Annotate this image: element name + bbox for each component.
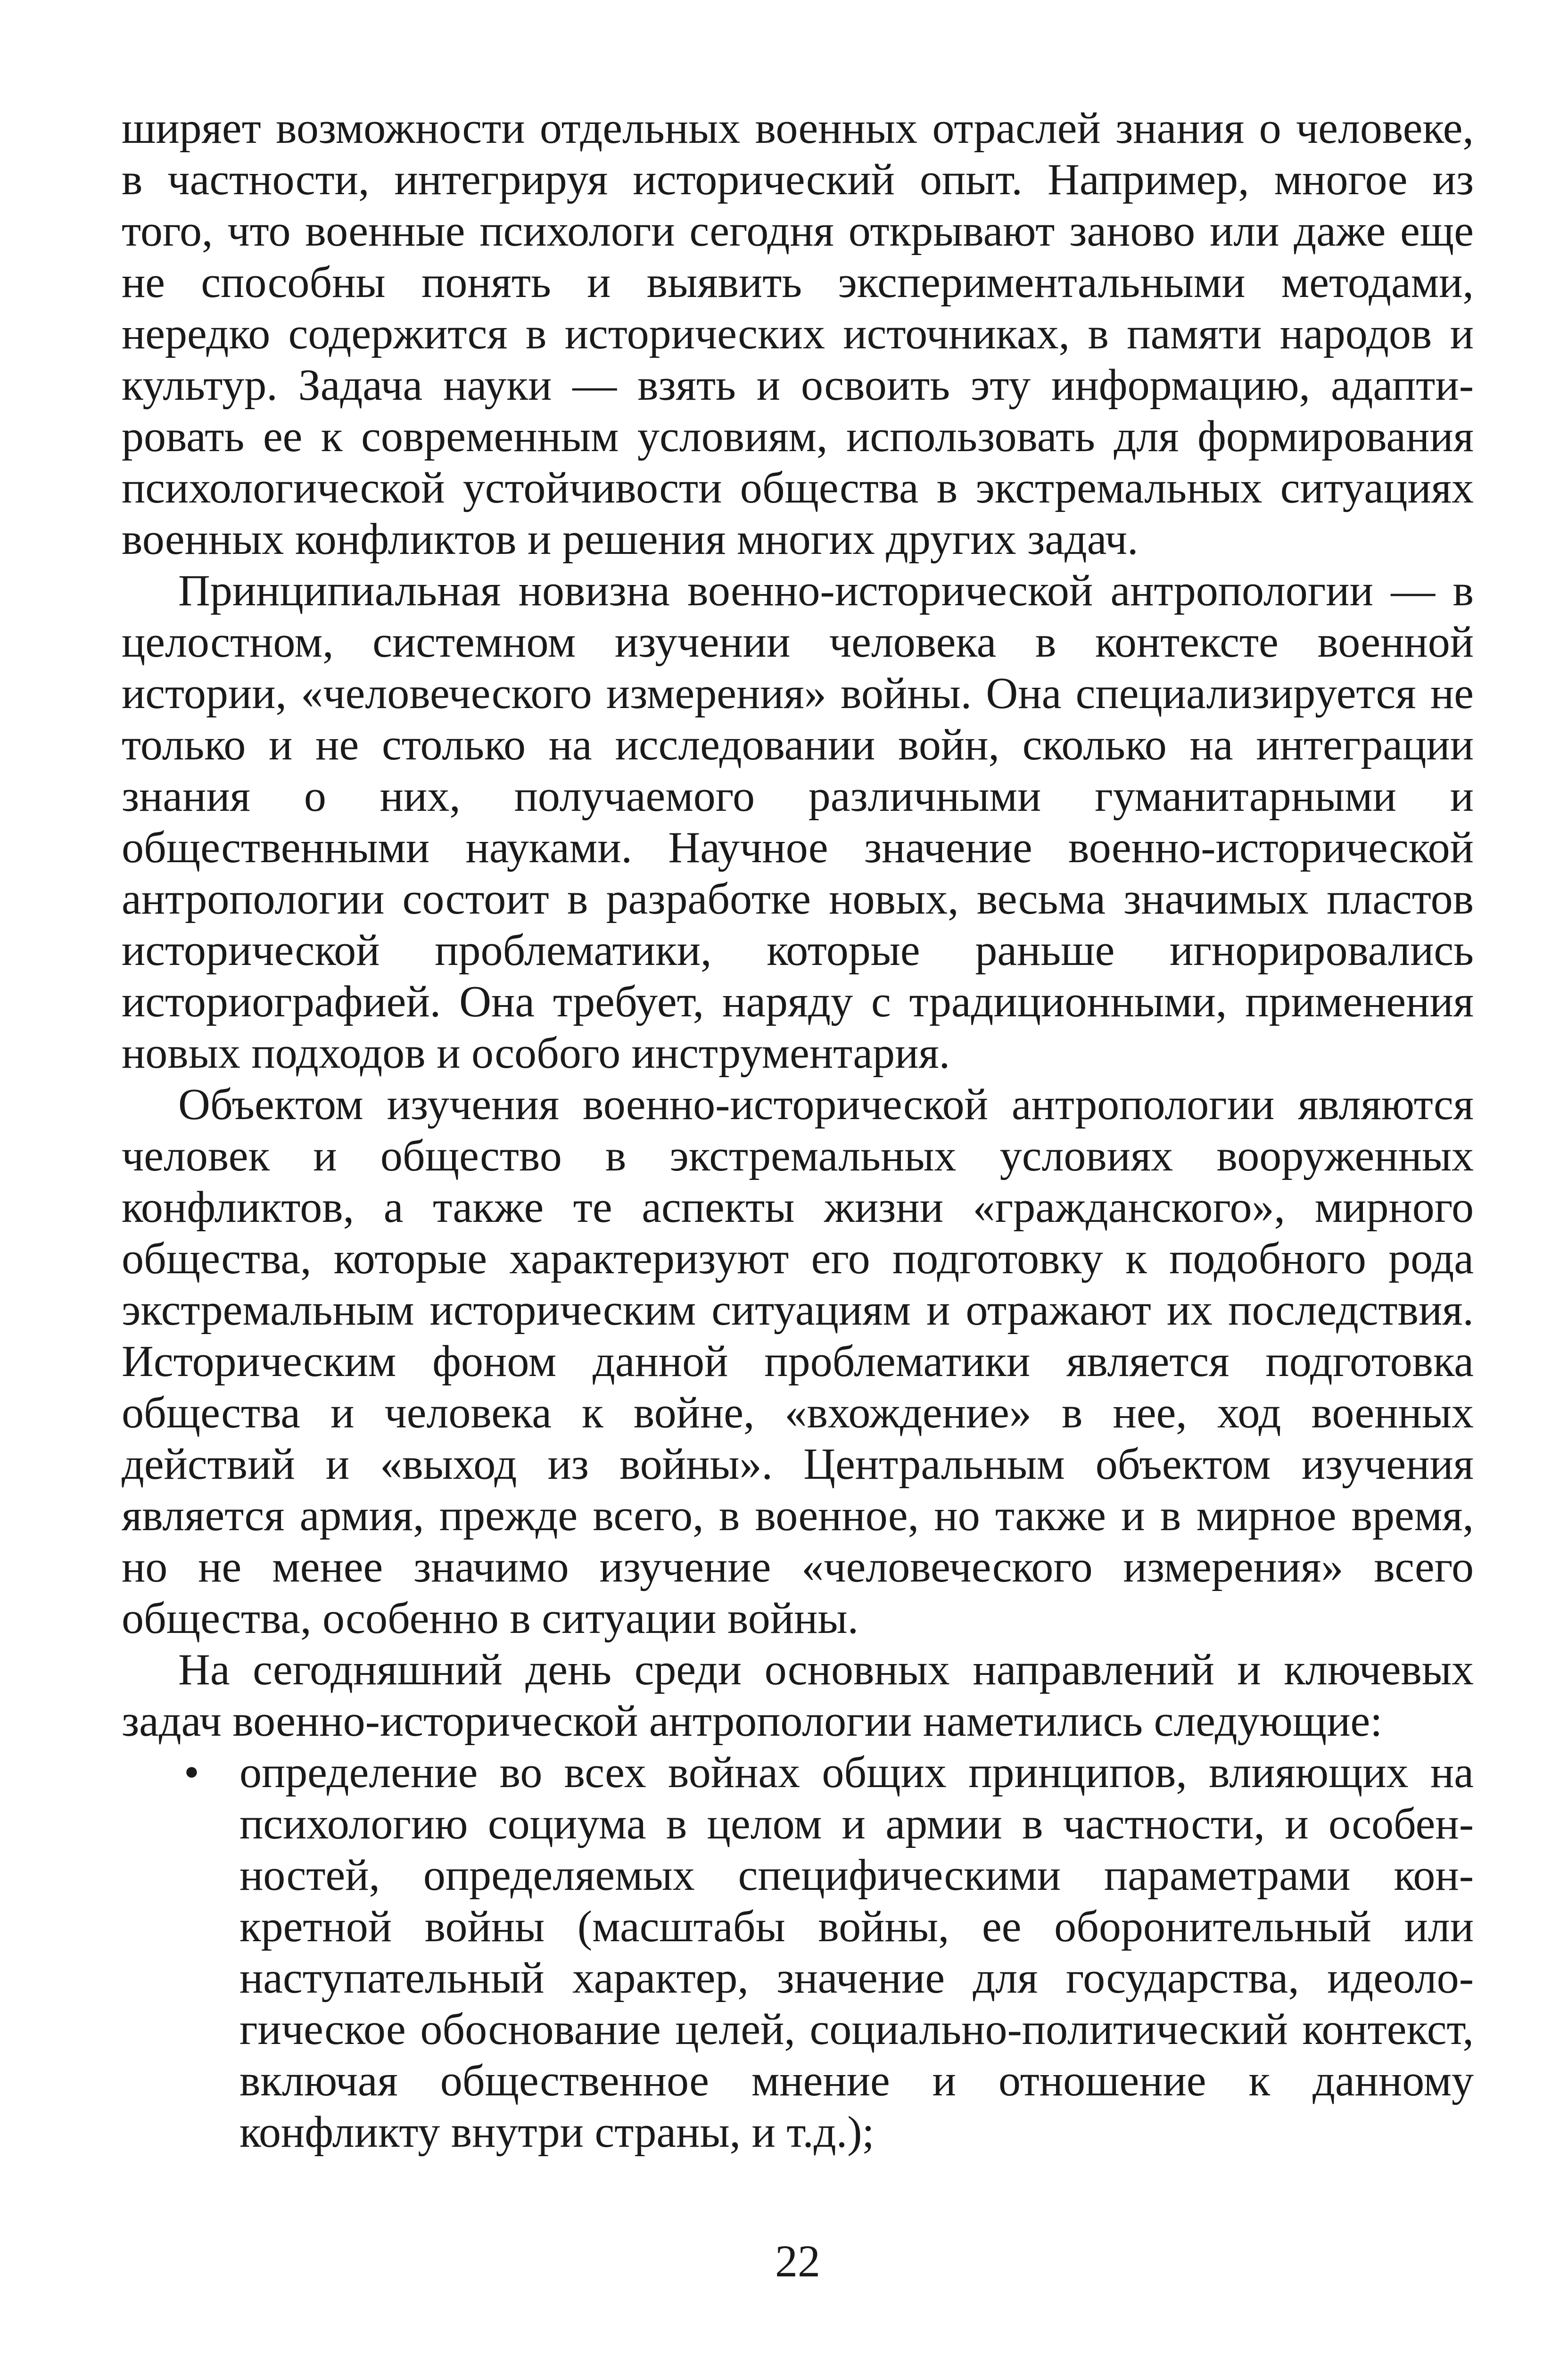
paragraph-continued: ширяет возможности отдельных военных отраслей знания о человеке, в частности, интегрируя исторический опыт. Например, многое из того, что военные психологи сегодня открывают заново или даже еще не способны понять и выявить экспериментальными методами, нередко содержится в исторических источниках, в памяти народов и культур. Задача науки — взять и освоить эту информацию, адаптировать ее к современным условиям, использовать для формирования психологической устойчивости общества в экстремальных ситуациях военных конфликтов и решения многих других задач. bbox=[122, 104, 1474, 564]
page-number: 22 bbox=[775, 2236, 820, 2286]
book-page bbox=[122, 103, 1474, 2286]
body-text bbox=[122, 103, 1474, 2158]
paragraph: Объектом изучения военно-исторической антропологии являются человек и общество в экстремальных условиях вооруженных конфликтов, а также те аспекты жизни «гражданского», мирного общества, которые характеризуют его подготовку к подобного рода экстремальным историческим ситуациям и отражают их последствия. Историческим фоном данной проблематики является подготовка общества и человека к войне, «вхождение» в нее, ход военных действий и «выход из войны». Центральным объектом изучения является армия, прежде всего, в военное, но также и в мирное время, но не менее значимо изучение «человеческого измерения» всего общества, особенно в ситуации войны. bbox=[122, 1080, 1474, 1643]
paragraph: Принципиальная новизна военно-исторической антропологии — в целостном, системном изучении человека в контексте военной истории, «человеческого измерения» войны. Она специализируется не только и не столько на исследовании войн, сколько на интеграции знания о них, получаемого различными гуманитарными и общественными науками. Научное значение военно-исторической антропологии состоит в разработке новых, весьма значимых пластов исторической проблематики, которые раньше игнорировались историографией. Она требует, наряду с традиционными, применения новых подходов и особого инструментария. bbox=[122, 566, 1474, 1078]
bullet-list bbox=[122, 1747, 1474, 2158]
paragraph: На сегодняшний день среди основных направлений и ключевых задач военно-исторической антропологии наметились следующие: bbox=[122, 1645, 1474, 1746]
list-item bbox=[184, 1747, 1474, 2158]
bullet-icon: • bbox=[184, 1748, 199, 1797]
list-item-text: определение во всех войнах общих принципов, влияющих на психологию социума в целом и армии в частности, и особенностей, определяемых специфическими параметрами конкретной войны (масштабы войны, ее оборонительный или наступательный характер, значение для государства, идеологическое обоснование целей, социально-политический контекст, включая общественное мнение и отношение к данному конфликту внутри страны, и т.д.); bbox=[239, 1748, 1474, 2157]
